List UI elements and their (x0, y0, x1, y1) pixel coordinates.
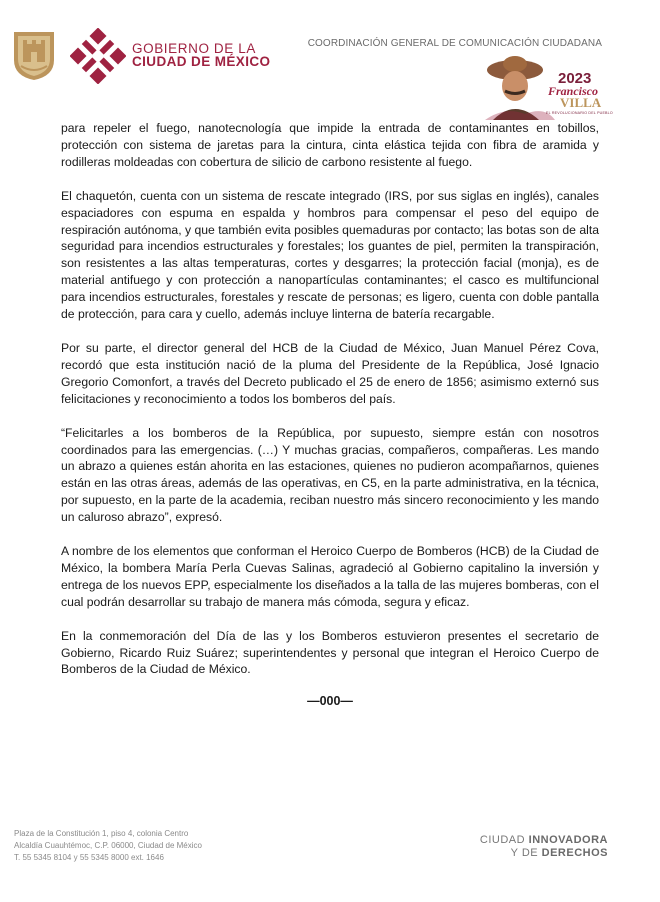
year-badge-subtitle: EL REVOLUCIONARIO DEL PUEBLO (546, 111, 613, 115)
slogan-bold-text: DERECHOS (541, 847, 608, 859)
closing-mark: —000— (307, 694, 353, 709)
footer-address-line: Plaza de la Constitución 1, piso 4, colonia Centro (14, 829, 189, 838)
year-badge: 2023 (558, 70, 592, 87)
coordination-title: COORDINACIÓN GENERAL DE COMUNICACIÓN CIUDADANA (307, 38, 602, 49)
year-badge-name-line2: VILLA (560, 95, 602, 110)
slogan-line2 (480, 847, 608, 860)
coat-of-arms-icon (12, 30, 56, 82)
footer-slogan (480, 834, 608, 860)
government-name (132, 42, 270, 68)
year-badge-name-line1: Francisco (548, 84, 599, 98)
body-paragraph: El chaquetón, cuenta con un sistema de rescate integrado (IRS, por sus siglas en inglés), canales espaciadores con espuma en espalda y hombros para compensar el peso del equipo de respiración autónoma, y que también evita posibles quemaduras por contacto; las botas son de alta seguridad para incendios estructurales y forestales; los guantes de piel, permiten la transpiración, son resistentes a las altas temperaturas, cortes y desgarres; la protección facial (monja), es de material antifuego y con protección a nanopartículas contaminantes; el casco es multifuncional para incendios estructurales, forestales y rescate de personas; es ligero, cuenta con doble pantalla de protección, para cara y cuello, además incluye linterna de batería recargable. (61, 188, 599, 322)
slogan-line1 (480, 834, 608, 847)
body-paragraph: para repeler el fuego, nanotecnología que impide la entrada de contaminantes en tobillos, protección con sistema de jaretas para la cintura, cinta elástica tejida con fibra de aramida y rodilleras moldeadas con cobertura de silicio de carbono resistente al fuego. (61, 121, 599, 169)
body-paragraph: A nombre de los elementos que conforman el Heroico Cuerpo de Bomberos (HCB) de la Ciudad de México, la bombera María Perla Cuevas Salinas, agradeció al Gobierno capitalino la inversión y entrega de los nuevos EPP, especialmente los diseñados a la talla de las mujeres bomberas, con el cual podrán desarrollar su trabajo de manera más cómoda, segura y eficaz. (61, 544, 599, 609)
body-paragraph: “Felicitarles a los bomberos de la República, por supuesto, siempre están con nosotros coordinados para las emergencias. (…) Y muchas gracias, compañeros, compañeras. Les mando un abrazo a quienes están ahorita en las estaciones, quienes no pudieron acompañarnos, quienes están en las otras áreas, además de las operativas, en C5, en la parte administrativa, en la técnica, por supuesto, en la parte de la academia, reciban nuestro más sincero reconocimiento y les mando un caluroso abrazo”, expresó. (61, 425, 599, 525)
footer-address-line: Alcaldía Cuauhtémoc, C.P. 06000, Ciudad de México (14, 841, 202, 850)
slogan-light-text: Y DE (510, 847, 542, 859)
press-release-body (61, 120, 599, 710)
slogan-bold-text: INNOVADORA (528, 834, 608, 846)
cdmx-logo-icon (70, 28, 126, 84)
government-name-line2: CIUDAD DE MÉXICO (132, 54, 271, 69)
footer-phone-line: T. 55 5345 8104 y 55 5345 8000 ext. 1646 (14, 853, 164, 862)
body-paragraph: Por su parte, el director general del HCB de la Ciudad de México, Juan Manuel Pérez Cova, recordó que esta institución nació de la pluma del Presidente de la República, José Ignacio Gregorio Comonfort, a través del Decreto publicado el 25 de enero de 1856; asimismo externó sus felicitaciones y reconocimiento a todos los bomberos del país. (61, 340, 599, 406)
footer-address (14, 828, 202, 864)
body-paragraph: En la conmemoración del Día de las y los Bomberos estuvieron presentes el secretario de Gobierno, Ricardo Ruiz Suárez; superintendentes y personal que integran el Heroico Cuerpo de Bomberos de la Ciudad de México. (61, 628, 599, 677)
slogan-light-text: CIUDAD (479, 834, 529, 846)
government-name-line1: GOBIERNO DE LA (132, 41, 256, 56)
letterhead (0, 0, 660, 120)
